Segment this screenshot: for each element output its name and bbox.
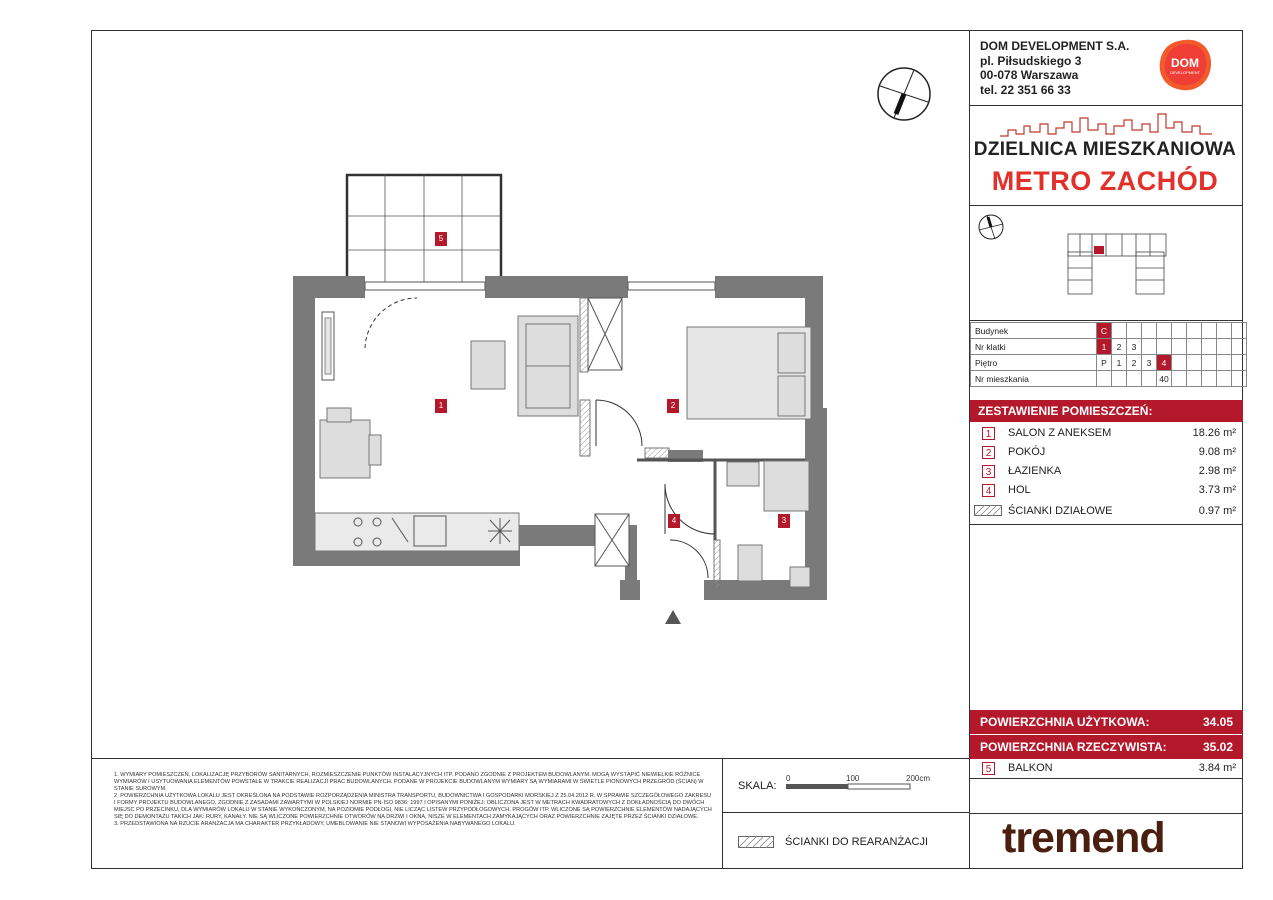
grid-cell (1097, 371, 1112, 387)
grid-cell (1217, 339, 1232, 355)
company-info (980, 39, 1129, 97)
building-key-plan (1066, 232, 1168, 296)
panel-line (970, 320, 1243, 321)
compass-icon (874, 66, 934, 126)
room-num: 1 (982, 427, 995, 440)
panel-line (970, 778, 1243, 779)
balcony-name: BALKON (1008, 762, 1053, 774)
grid-row (971, 371, 1247, 387)
panel-line (970, 524, 1243, 525)
company-city: 00-078 Warszawa (980, 68, 1079, 82)
panel-line (970, 105, 1243, 106)
scale-tick-100: 100 (846, 774, 860, 783)
company-street: pl. Piłsudskiego 3 (980, 53, 1082, 68)
grid-cell (1172, 323, 1187, 339)
grid-cell (1187, 355, 1202, 371)
actual-area-value: 35.02 (1202, 740, 1233, 754)
grid-cell (1112, 323, 1127, 339)
grid-cell (1172, 339, 1187, 355)
scale-divider (722, 758, 723, 869)
room-area: 2.98 m² (1198, 465, 1236, 477)
grid-cell (1142, 339, 1157, 355)
room-name: ŁAZIENKA (1008, 465, 1062, 477)
grid-row-label: Nr klatki (971, 339, 1097, 355)
grid-cell: C (1097, 323, 1112, 339)
room-name: HOL (1008, 484, 1031, 496)
grid-cell (1127, 323, 1142, 339)
grid-cell (1187, 339, 1202, 355)
partition-area: 0.97 m² (1198, 505, 1236, 517)
partition-name: ŚCIANKI DZIAŁOWE (1008, 505, 1113, 517)
room-area: 3.73 m² (1198, 484, 1236, 496)
grid-row (971, 323, 1247, 339)
partition-wall (580, 400, 590, 456)
grid-cell: 1 (1112, 355, 1127, 371)
grid-cell (1187, 323, 1202, 339)
grid-cell (1142, 323, 1157, 339)
usable-area-value: 34.05 (1202, 715, 1233, 729)
grid-cell: P (1097, 355, 1112, 371)
grid-cell (1232, 355, 1247, 371)
usable-area-label: POWIERZCHNIA UŻYTKOWA: (980, 715, 1150, 729)
grid-cell (1187, 371, 1202, 387)
balcony-num: 5 (982, 762, 995, 775)
grid-cell (1112, 371, 1127, 387)
company-name: DOM DEVELOPMENT S.A. (980, 39, 1130, 53)
room-area: 18.26 m² (1192, 427, 1236, 439)
company-phone: tel. 22 351 66 33 (980, 82, 1071, 97)
actual-area-label: POWIERZCHNIA RZECZYWISTA: (980, 740, 1167, 754)
grid-cell: 2 (1112, 339, 1127, 355)
note-2: 2. POWIERZCHNIA UŻYTKOWA LOKALU JEST OKREŚLONA NA PODSTAWIE ROZPORZĄDZENIA MINISTRA TRANSPORTU, BUDOWNICTWA I GOSPODARKI MORSKIEJ Z 25.04.2012 R. W SPRAWIE SZCZEGÓŁOWEGO ZAKRESU I FORMY PROJEKTU BUDOWLANEGO, ZGODNIE Z ZASADAMI ZAWARTYMI W POLSKIEJ NORMIE PN-ISO 9836: 1997 I OPISANYMI PONIŻEJ: OBLICZONA JEST W METRACH KWADRATOWYCH Z DOKŁADNOŚCIĄ DO DWÓCH MIEJSC PO PRZECINKU, DLA WYMIARÓW LOKALU W STANIE WYKOŃCZONYM, NA POZIOMIE PODŁOGI, NIE LICZĄC LISTEW PRZYPODŁOGOWYCH, PROGÓW ITP. WLICZONE SĄ POWIERZCHNIE ELEMENTÓW NADAJĄCYCH SIĘ DO DEMONTAŻU TAKICH JAK: RURY, KANAŁY. NIE SĄ WLICZONE POWIERZCHNIE OTWORÓW NA DRZWI I OKNA, NISZE W ELEMENTACH ZAMYKAJĄCYCH ORAZ POWIERZCHNIE ZAJĘTE PRZEZ ŚCIANKI DZIAŁOWE. (114, 793, 712, 820)
notes-divider (91, 758, 970, 759)
partition-row (974, 502, 1238, 521)
room-name: POKÓJ (1008, 446, 1046, 458)
grid-cell (1142, 371, 1157, 387)
grid-cell (1172, 355, 1187, 371)
skyline-graphic (1000, 112, 1212, 140)
grid-cell (1217, 371, 1232, 387)
partition-wall (580, 298, 588, 372)
grid-cell (1202, 339, 1217, 355)
room-num: 4 (982, 484, 995, 497)
grid-cell: 3 (1127, 339, 1142, 355)
room-row (974, 462, 1238, 481)
plan-room-label: 5 (435, 232, 447, 246)
scale-label: SKALA: (738, 780, 777, 792)
actual-area-bar (970, 735, 1243, 759)
grid-row-label: Piętro (971, 355, 1097, 371)
grid-cell (1157, 323, 1172, 339)
grid-cell (1172, 371, 1187, 387)
dom-development-logo (1157, 38, 1213, 92)
rooms-header (970, 400, 1243, 422)
floor-plan (290, 170, 830, 630)
grid-cell (1217, 355, 1232, 371)
notes (114, 772, 714, 828)
scale-bar (780, 772, 940, 794)
grid-cell (1202, 371, 1217, 387)
grid-row-label: Budynek (971, 323, 1097, 339)
rooms-header-text: ZESTAWIENIE POMIESZCZEŃ: (978, 404, 1153, 418)
grid-cell (1202, 355, 1217, 371)
grid-cell (1232, 339, 1247, 355)
balcony-row (974, 759, 1238, 778)
hatch-icon (974, 505, 1002, 516)
balcony (347, 175, 501, 283)
project-title-line1: DZIELNICA MIESZKANIOWA (973, 139, 1237, 160)
room-name: SALON Z ANEKSEM (1008, 427, 1112, 439)
small-compass-icon (976, 212, 1006, 242)
usable-area-bar (970, 710, 1243, 734)
project-title-line2: METRO ZACHÓD (991, 166, 1219, 196)
plan-room-label: 4 (668, 514, 680, 528)
logo-text-bottom: DEVELOPMENT (1169, 70, 1201, 75)
tremend-logo: tremend (1002, 814, 1165, 862)
grid-row-label: Nr mieszkania (971, 371, 1097, 387)
grid-cell (1217, 323, 1232, 339)
plan-room-label: 3 (778, 514, 790, 528)
grid-cell: 40 (1157, 371, 1172, 387)
plan-room-label: 2 (667, 399, 679, 413)
room-row (974, 481, 1238, 500)
scale-tick-0: 0 (786, 774, 791, 783)
note-1: 1. WYMIARY POMIESZCZEŃ, LOKALIZACJĘ PRZYBORÓW SANITARNYCH, ROZMIESZCZENIE PUNKTÓW INSTALACYJNYCH ITP. PODANO ZGODNIE Z PROJEKTEM BUDOWLANYM. MOGĄ WYSTĄPIĆ NIEWIELKIE RÓŻNICE WYMIARÓW I USYTUOWANIA ELEMENTÓW POWSTAŁE W TRAKCIE REALIZACJI PRAC BUDOWLANYCH. PODANE W PROJEKCIE BUDOWLANYM WYMIARY SĄ WYMIARAMI W ŚWIETLE PIONOWYCH PRZEGRÓD (ŚCIAN) W STANIE SUROWYM. (114, 772, 704, 792)
grid-cell: 4 (1157, 355, 1172, 371)
scale-tick-200: 200cm (906, 774, 931, 783)
room-num: 2 (982, 446, 995, 459)
partition-wall (714, 540, 720, 588)
scale-box-divider (722, 812, 970, 813)
room-row (974, 443, 1238, 462)
panel-line (970, 205, 1243, 206)
grid-cell: 1 (1097, 339, 1112, 355)
room-num: 3 (982, 465, 995, 478)
grid-cell: 3 (1142, 355, 1157, 371)
note-3: 3. PRZEDSTAWIONA NA RZUCIE ARANŻACJA MA CHARAKTER PRZYKŁADOWY, UMEBLOWANIE NIE STANOWI WYPOSAŻENIA NABYWANEGO LOKALU. (114, 821, 516, 827)
grid-row (971, 355, 1247, 371)
grid-cell (1127, 371, 1142, 387)
location-grid (970, 322, 1247, 387)
partition-wall (645, 448, 669, 458)
room-row (974, 424, 1238, 443)
logo-text-top: DOM (1171, 56, 1199, 70)
balcony-area: 3.84 m² (1198, 762, 1236, 774)
grid-cell (1232, 323, 1247, 339)
rearrangement-hatch-icon (738, 836, 774, 848)
room-area: 9.08 m² (1198, 446, 1236, 458)
rearrangement-label: ŚCIANKI DO REARANŻACJI (785, 836, 929, 848)
plan-room-label: 1 (435, 399, 447, 413)
grid-cell: 2 (1127, 355, 1142, 371)
grid-cell (1157, 339, 1172, 355)
grid-row (971, 339, 1247, 355)
grid-cell (1202, 323, 1217, 339)
grid-cell (1232, 371, 1247, 387)
